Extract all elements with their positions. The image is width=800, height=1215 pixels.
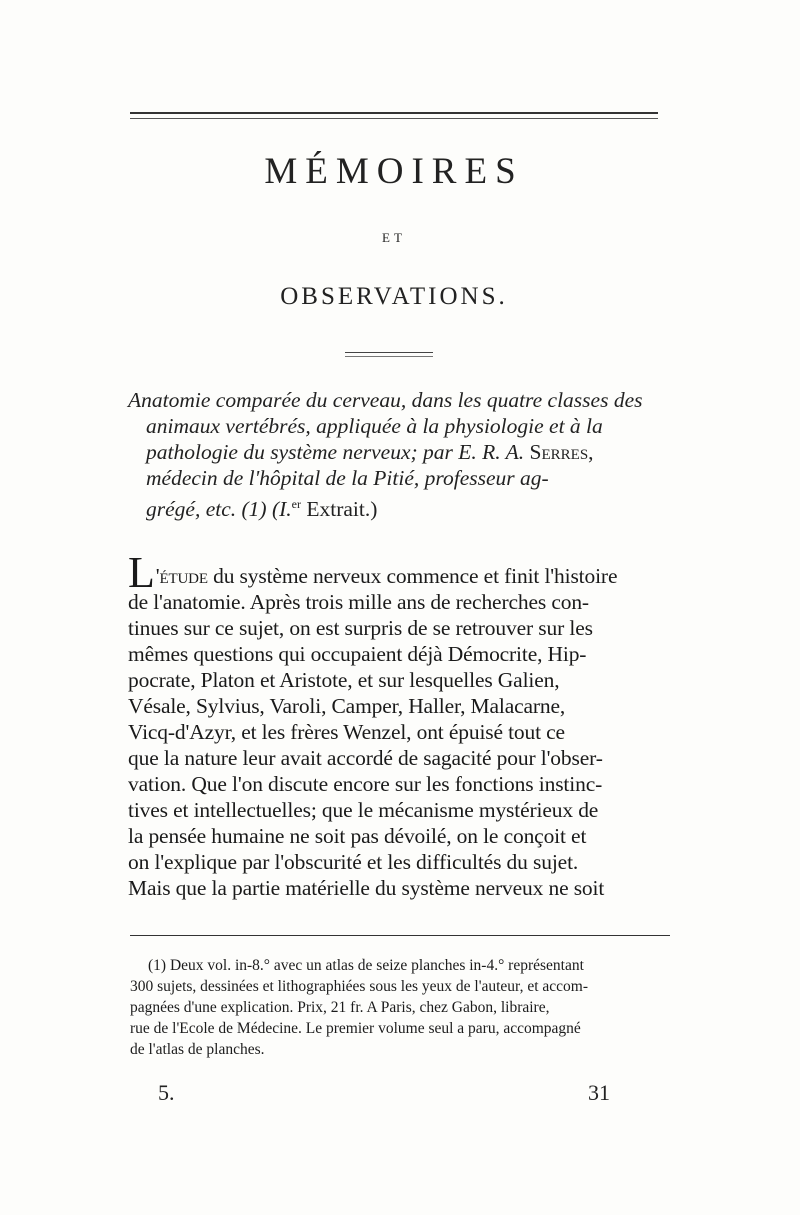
footnote bbox=[130, 955, 676, 1060]
section-divider bbox=[345, 352, 433, 353]
footnote-line: de l'atlas de planches. bbox=[130, 1041, 265, 1058]
body-line-text: du système nerveux commence et finit l'histoire bbox=[207, 564, 618, 588]
body-line: que la nature leur avait accordé de sagacité pour l'obser- bbox=[128, 746, 603, 770]
author-suffix: , bbox=[588, 440, 594, 464]
body-line: pocrate, Platon et Aristote, et sur lesquelles Galien, bbox=[128, 668, 560, 692]
body-paragraph bbox=[128, 548, 676, 901]
reference-superscript: er bbox=[291, 497, 301, 511]
top-double-rule-lower bbox=[130, 118, 658, 119]
body-line: Vicq-d'Azyr, et les frères Wenzel, ont épuisé tout ce bbox=[128, 720, 565, 744]
signature-mark: 5. bbox=[158, 1080, 175, 1105]
body-line: on l'explique par l'obscurité et les difficultés du sujet. bbox=[128, 850, 579, 874]
body-line: tinues sur ce sujet, on est surpris de se retrouver sur les bbox=[128, 616, 593, 640]
body-line: la pensée humaine ne soit pas dévoilé, on le conçoit et bbox=[128, 824, 587, 848]
title-conjunction: ET bbox=[382, 230, 406, 245]
page-title: MÉMOIRES bbox=[264, 151, 524, 192]
body-line: Mais que la partie matérielle du système nerveux ne soit bbox=[128, 876, 605, 900]
body-line: de l'anatomie. Après trois mille ans de recherches con- bbox=[128, 590, 589, 614]
footnote-line: 300 sujets, dessinées et lithographiées sous les yeux de l'auteur, et accom- bbox=[130, 978, 589, 995]
footnote-line: rue de l'Ecole de Médecine. Le premier volume seul a paru, accompagné bbox=[130, 1020, 581, 1037]
footnote-rule bbox=[130, 935, 670, 936]
reference-line bbox=[128, 491, 664, 522]
body-line: tives et intellectuelles; que le mécanisme mystérieux de bbox=[128, 798, 599, 822]
reference-line: animaux vertébrés, appliquée à la physiologie et à la bbox=[146, 414, 603, 438]
reference-extract: Extrait.) bbox=[300, 497, 378, 522]
reference-text: grégé, etc. (1) (I. bbox=[146, 497, 292, 522]
author-surname: Serres bbox=[529, 440, 589, 464]
body-line: vation. Que l'on discute encore sur les fonctions instinc- bbox=[128, 772, 603, 796]
page-number: 31 bbox=[588, 1080, 610, 1105]
footnote-line: (1) Deux vol. in-8.° avec un atlas de seize planches in-4.° représentant bbox=[148, 957, 584, 974]
drop-cap: L bbox=[128, 548, 155, 597]
reference-line: médecin de l'hôpital de la Pitié, professeur ag- bbox=[146, 466, 549, 490]
body-line: Vésale, Sylvius, Varoli, Camper, Haller, Malacarne, bbox=[128, 694, 566, 718]
reference-line: Anatomie comparée du cerveau, dans les quatre classes des bbox=[128, 388, 643, 412]
section-divider-lower bbox=[345, 356, 433, 357]
top-double-rule bbox=[130, 112, 658, 114]
first-word: 'étude bbox=[155, 564, 208, 588]
body-line-first bbox=[128, 548, 676, 597]
page-subtitle: OBSERVATIONS. bbox=[280, 283, 508, 310]
footnote-line: pagnées d'une explication. Prix, 21 fr. A Paris, chez Gabon, libraire, bbox=[130, 999, 550, 1016]
reference-line bbox=[128, 439, 664, 465]
reference-text: pathologie du système nerveux; par E. R. A. bbox=[146, 440, 530, 464]
article-reference bbox=[128, 387, 664, 522]
body-line: mêmes questions qui occupaient déjà Démocrite, Hip- bbox=[128, 642, 587, 666]
